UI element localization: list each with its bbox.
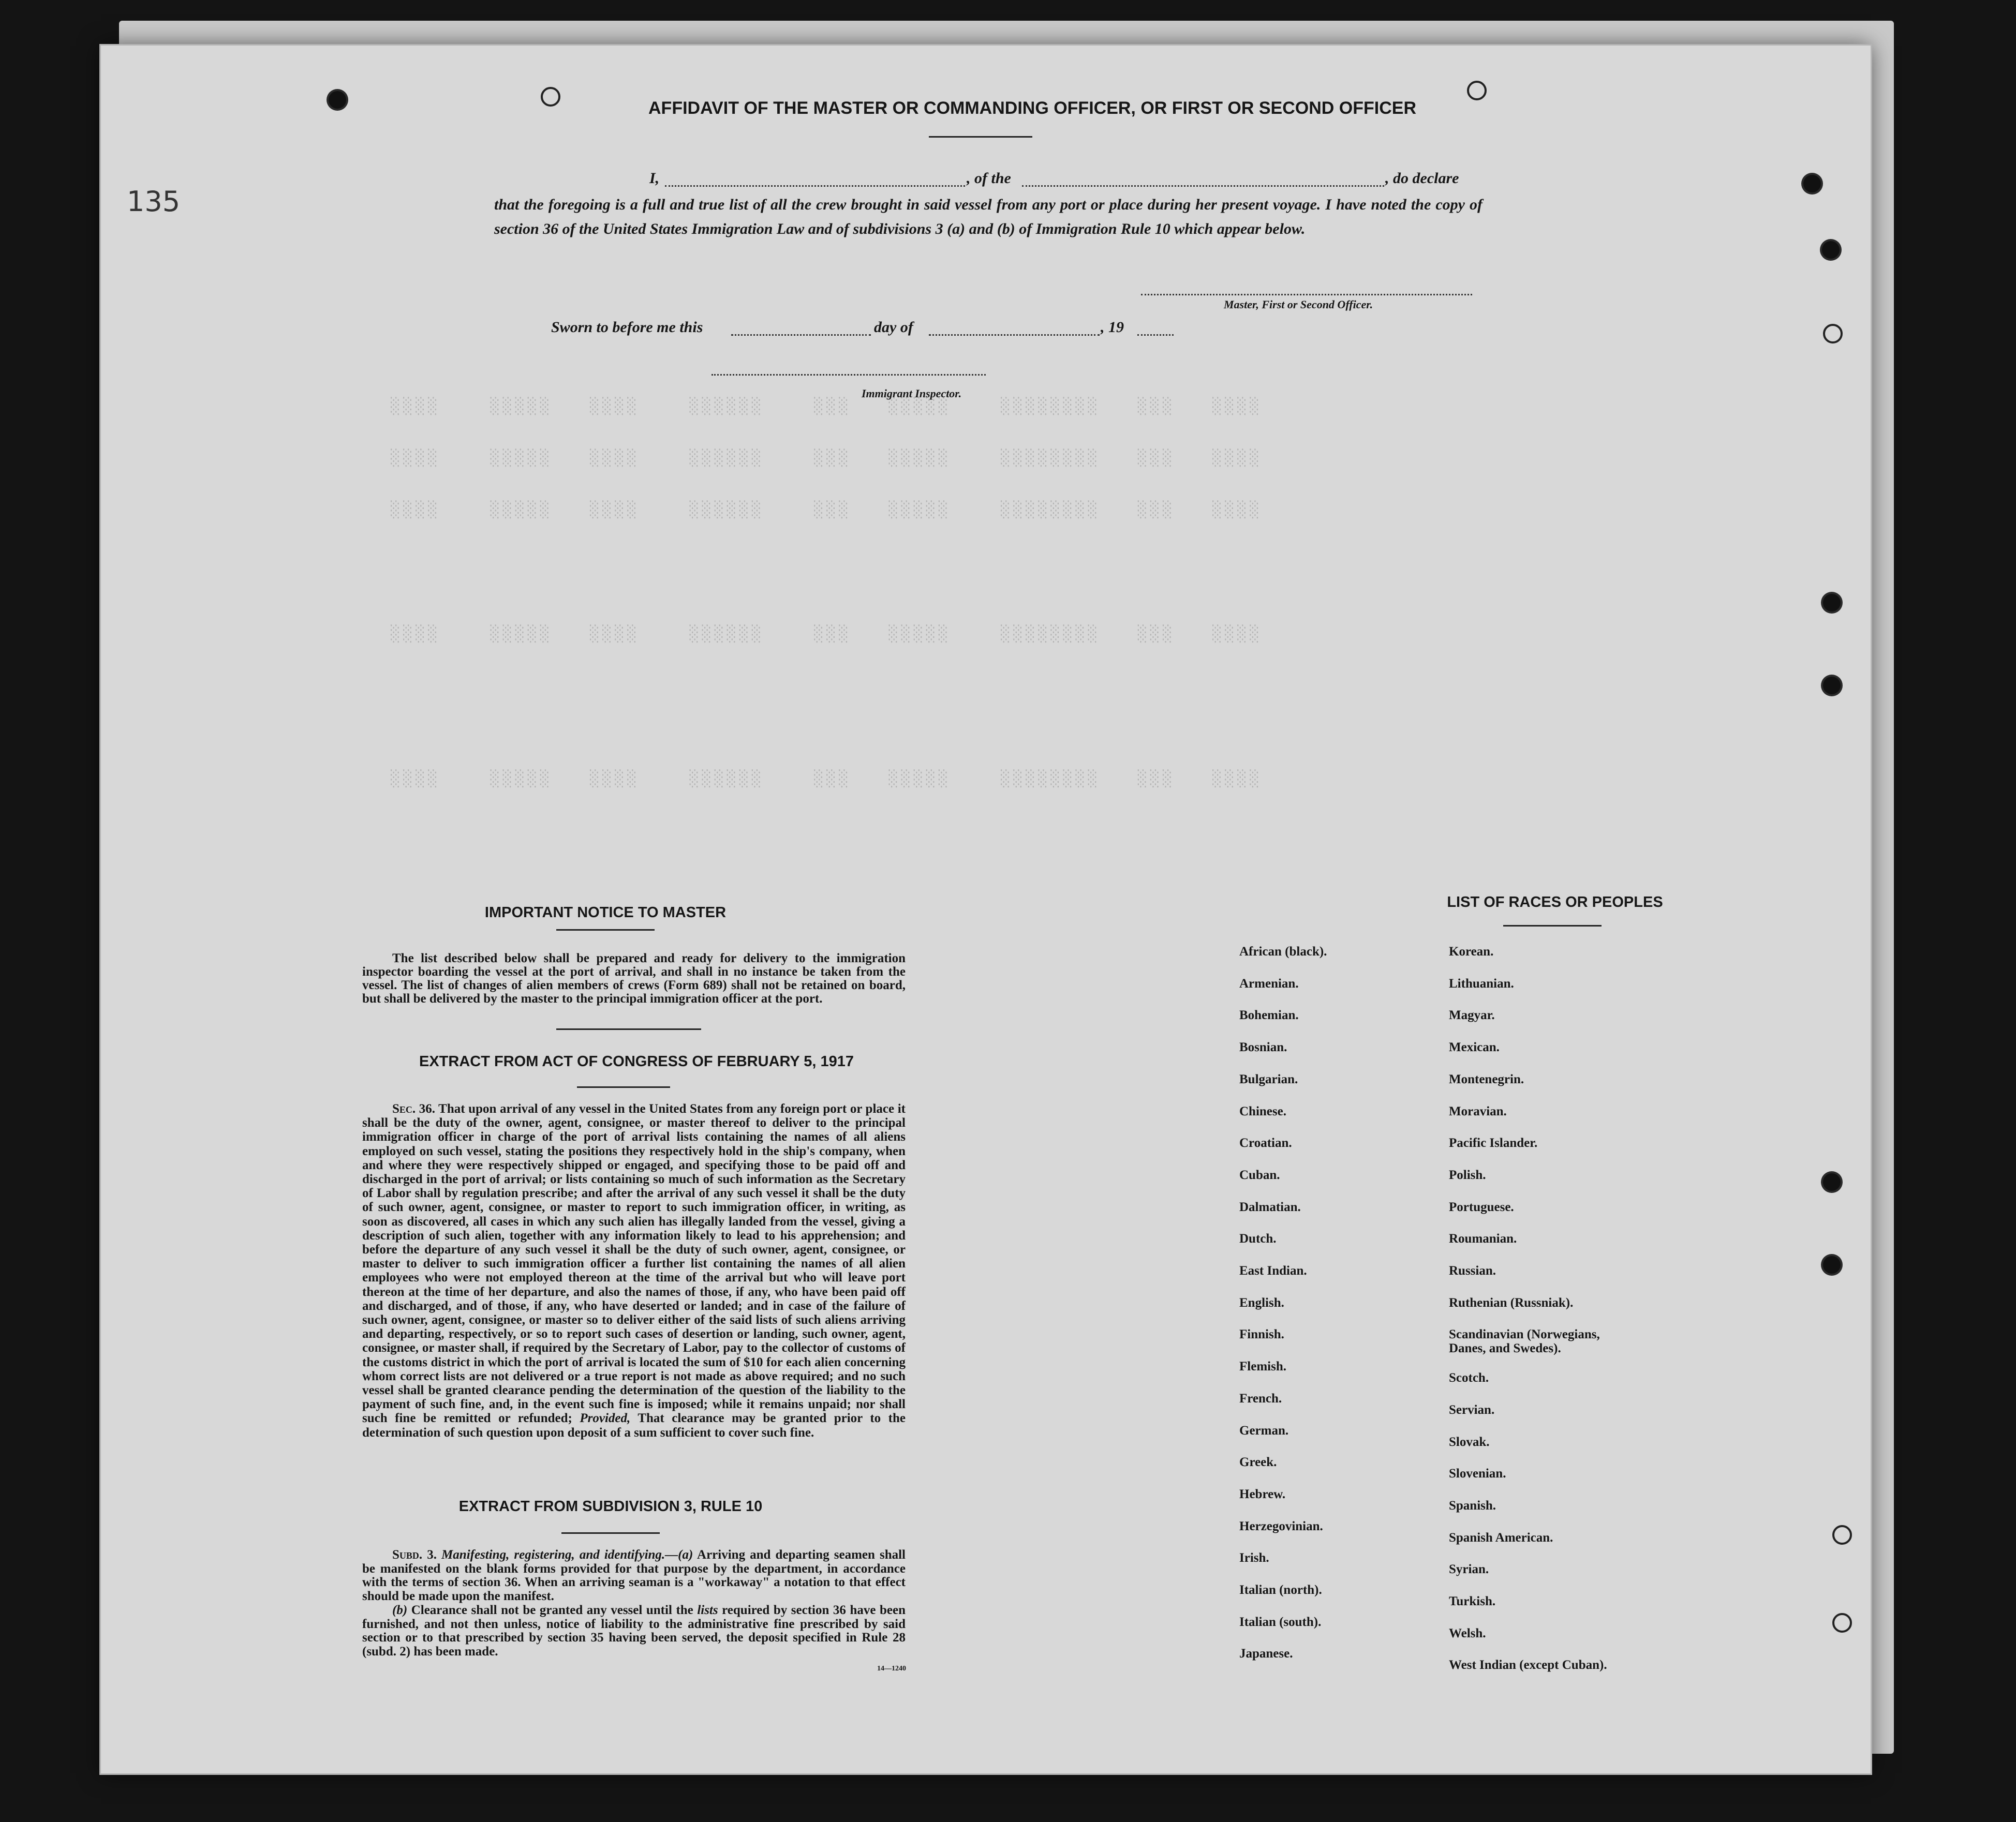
inspector-caption: Immigrant Inspector.: [862, 387, 962, 400]
bleed-through-texture: ░░░░ ░░░░░ ░░░░ ░░░░░░ ░░░ ░░░░░ ░░░░░░░░ ░░░ ░░░░: [391, 501, 1263, 519]
race-item: East Indian.: [1239, 1264, 1307, 1278]
race-item: Italian (north).: [1239, 1583, 1322, 1597]
sworn-label: Sworn to before me this: [551, 319, 703, 336]
punch-hole: [1803, 175, 1821, 192]
document-page: [101, 46, 1871, 1773]
punch-hole: [1823, 1256, 1841, 1274]
race-item: Welsh.: [1449, 1626, 1486, 1640]
race-item: Roumanian.: [1449, 1232, 1517, 1246]
act-body-text: That upon arrival of any vessel in the United States from any foreign port or place it shall be the duty of the owner, agent, consignee, or master thereof to deliver to the principal immigration officer in charge of the port of arrival lists containing the names of all aliens employed on such vessel, stating the positions they respectively hold in the ship's company, when and where they were respectively shipped or engaged, and specifying those to be paid off and discharged in the port of arrival; or lists containing so much of such information as the Secretary of Labor shall by regulation prescribe; and after the arrival of any such vessel it shall be the duty of such owner, agent, consignee, or master to report to such immigration officer, in writing, as soon as discovered, all cases in which any such alien has illegally landed from the vessel, giving a description of such alien, together with any information likely to lead to his apprehension; and before the departure of any such vessel it shall be the duty of such owner, agent, consignee, or master to deliver to such immigration officer a further list containing the names of all alien employees who were not employed thereon at the time of the arrival but who will leave port thereon at the time of her departure, and also the names of those, if any, who have been paid off and discharged, and of those, if any, who have deserted or landed; and in case of the failure of such owner, agent, consignee, or master so to deliver either of the said lists of such aliens arriving and departing, respectively, or so to report such cases of desertion or landing, such owner, agent, consignee, or master shall, if required by the Secretary of Labor, pay to the collector of customs of the customs district in which the port of arrival is located the sum of $10 for each alien concerning whom correct lists are not delivered or a true report is not made as above required; and no such vessel shall be granted clearance pending the determination of the question of the liability to the payment of such fine, and, in the event such fine is imposed; while it remains unpaid; nor shall such fine be remitted or refunded;: [362, 1102, 906, 1426]
rule-para-b-text-2: required by section 36 have been furnished, and not then unless, notice of liability to the administrative fine prescribed by said section or to that prescribed by section 35 having been served, the deposit specified in Rule 28 (subd. 2) has been made.: [362, 1603, 906, 1659]
race-item: Korean.: [1449, 945, 1494, 959]
race-item: Polish.: [1449, 1168, 1486, 1182]
race-item: Slovak.: [1449, 1435, 1490, 1449]
punch-hole-ring: [1823, 324, 1843, 344]
name-blank[interactable]: [665, 185, 965, 187]
race-item: Slovenian.: [1449, 1467, 1506, 1481]
master-caption: Master, First or Second Officer.: [1224, 298, 1373, 311]
race-item: English.: [1239, 1295, 1284, 1310]
year-label: , 19: [1101, 319, 1124, 336]
notice-title: IMPORTANT NOTICE TO MASTER: [484, 904, 727, 921]
race-item: Pacific Islander.: [1449, 1136, 1538, 1151]
vessel-blank[interactable]: [1022, 185, 1384, 187]
race-item: Finnish.: [1239, 1327, 1284, 1342]
race-item: Bohemian.: [1239, 1008, 1299, 1023]
inspector-signature-line[interactable]: [711, 374, 986, 376]
rule-para-a-text: Arriving and departing seamen shall be manifested on the blank forms provided for that purpose by the department, in accordance with the terms of section 36. When an arriving seaman is a "workaway" a notation to that effect should be made upon the manifest.: [362, 1548, 906, 1603]
race-item: Scandinavian (Norwegians, Danes, and Swedes).: [1449, 1327, 1600, 1356]
punch-hole: [329, 91, 346, 109]
race-item: Turkish.: [1449, 1594, 1496, 1608]
race-item: Armenian.: [1239, 976, 1299, 991]
race-item: Mexican.: [1449, 1040, 1500, 1055]
race-item: Herzegovinian.: [1239, 1519, 1323, 1533]
race-item: Irish.: [1239, 1551, 1269, 1565]
punch-hole-ring: [1832, 1613, 1852, 1633]
punch-hole: [1823, 677, 1841, 694]
race-item: Moravian.: [1449, 1104, 1507, 1118]
of-the-label: , of the: [967, 170, 1011, 187]
rule-para-b-text-1: Clearance shall not be granted any vessel until the: [411, 1603, 693, 1617]
race-item: African (black).: [1239, 945, 1327, 959]
punch-hole: [1823, 1173, 1841, 1191]
affidavit-body: that the foregoing is a full and true list of all the crew brought in said vessel from any port or place during her present voyage. I have noted the copy of section 36 of the United States Immigration Law and of subdivisions 3 (a) and (b) of Immigration Rule 10 which appear below.: [494, 196, 1483, 237]
races-title-rule: [1503, 925, 1602, 927]
affidavit-title-rule: [929, 136, 1032, 138]
form-number: 14—1240: [877, 1665, 906, 1672]
race-item: Japanese.: [1239, 1647, 1293, 1661]
sworn-day-blank[interactable]: [731, 334, 871, 336]
rule-para-b-label: (b): [392, 1603, 408, 1617]
bleed-through-texture: ░░░░ ░░░░░ ░░░░ ░░░░░░ ░░░ ░░░░░ ░░░░░░░░ ░░░ ░░░░: [391, 397, 1263, 415]
race-item: French.: [1239, 1391, 1282, 1406]
race-item: Montenegrin.: [1449, 1072, 1524, 1086]
punch-hole-ring: [1467, 81, 1487, 100]
race-item: Russian.: [1449, 1264, 1496, 1278]
race-item: Hebrew.: [1239, 1487, 1286, 1501]
rule-subd-heading: Manifesting, registering, and identifying.—(a): [441, 1548, 693, 1562]
race-item: Bulgarian.: [1239, 1072, 1298, 1086]
notice-end-rule: [556, 1028, 701, 1030]
sworn-line: [551, 319, 1276, 339]
rule-para-b: [362, 1604, 906, 1659]
bleed-through-texture: ░░░░ ░░░░░ ░░░░ ░░░░░░ ░░░ ░░░░░ ░░░░░░░░ ░░░ ░░░░: [391, 449, 1263, 467]
race-item: Croatian.: [1239, 1136, 1292, 1151]
punch-hole: [1823, 594, 1841, 611]
punch-hole: [1822, 241, 1840, 259]
race-item: Servian.: [1449, 1402, 1495, 1417]
race-item: West Indian (except Cuban).: [1449, 1658, 1607, 1672]
rule-title-rule: [561, 1532, 660, 1534]
act-title-rule: [577, 1086, 670, 1088]
rule-para-a: [362, 1548, 906, 1603]
rule-para-b-lists: lists: [697, 1603, 718, 1617]
stamp-number: 135: [127, 185, 181, 218]
race-item: Greek.: [1239, 1455, 1277, 1470]
act-provided-label: Provided,: [580, 1411, 631, 1426]
race-item: Syrian.: [1449, 1562, 1489, 1577]
punch-hole-ring: [1832, 1525, 1852, 1545]
race-item: Magyar.: [1449, 1008, 1495, 1023]
i-label: I,: [649, 170, 660, 187]
bleed-through-texture: ░░░░ ░░░░░ ░░░░ ░░░░░░ ░░░ ░░░░░ ░░░░░░░░ ░░░ ░░░░: [391, 625, 1263, 643]
notice-body: The list described below shall be prepared and ready for delivery to the immigration inspector boarding the vessel at the port of arrival, and shall in no instance be taken from the vessel. The list of changes of alien members of crews (Form 689) shall not be retained on board, but shall be delivered by the master to the principal immigration officer at the port.: [362, 951, 906, 1006]
master-signature-line[interactable]: [1141, 294, 1472, 295]
rule-title: EXTRACT FROM SUBDIVISION 3, RULE 10: [458, 1498, 763, 1515]
act-body: [362, 1102, 906, 1440]
race-item: Italian (south).: [1239, 1615, 1322, 1629]
race-item: German.: [1239, 1423, 1289, 1438]
race-item: Lithuanian.: [1449, 976, 1514, 991]
bleed-through-texture: ░░░░ ░░░░░ ░░░░ ░░░░░░ ░░░ ░░░░░ ░░░░░░░░ ░░░ ░░░░: [391, 770, 1263, 788]
declare-label: , do declare: [1385, 170, 1459, 187]
race-item: Dutch.: [1239, 1232, 1277, 1246]
sworn-year-blank[interactable]: [1137, 334, 1174, 336]
race-item: Bosnian.: [1239, 1040, 1287, 1055]
act-sec-label: Sec. 36.: [392, 1102, 436, 1116]
race-item: Cuban.: [1239, 1168, 1280, 1182]
day-of-label: day of: [874, 319, 913, 336]
rule-subd-label: Subd. 3.: [392, 1548, 437, 1562]
affidavit-title: AFFIDAVIT OF THE MASTER OR COMMANDING OFFICER, OR FIRST OR SECOND OFFICER: [648, 98, 1416, 118]
race-item: Ruthenian (Russniak).: [1449, 1295, 1574, 1310]
race-item: Spanish American.: [1449, 1530, 1553, 1545]
race-item: Dalmatian.: [1239, 1200, 1301, 1214]
act-title: EXTRACT FROM ACT OF CONGRESS OF FEBRUARY 5, 1917: [419, 1053, 854, 1070]
race-item: Spanish.: [1449, 1498, 1496, 1513]
sworn-month-blank[interactable]: [929, 334, 1100, 336]
notice-title-rule: [556, 929, 655, 931]
race-item: Portuguese.: [1449, 1200, 1514, 1214]
act-provided-text: That clearance may be granted prior to the determination of such question upon deposit of a sum sufficient to cover such fine.: [362, 1411, 906, 1440]
race-item: Flemish.: [1239, 1360, 1286, 1374]
affidavit-declare-line: [494, 170, 1576, 190]
race-item: Scotch.: [1449, 1371, 1489, 1385]
races-title: LIST OF RACES OR PEOPLES: [1447, 894, 1663, 910]
race-item: Chinese.: [1239, 1104, 1286, 1118]
